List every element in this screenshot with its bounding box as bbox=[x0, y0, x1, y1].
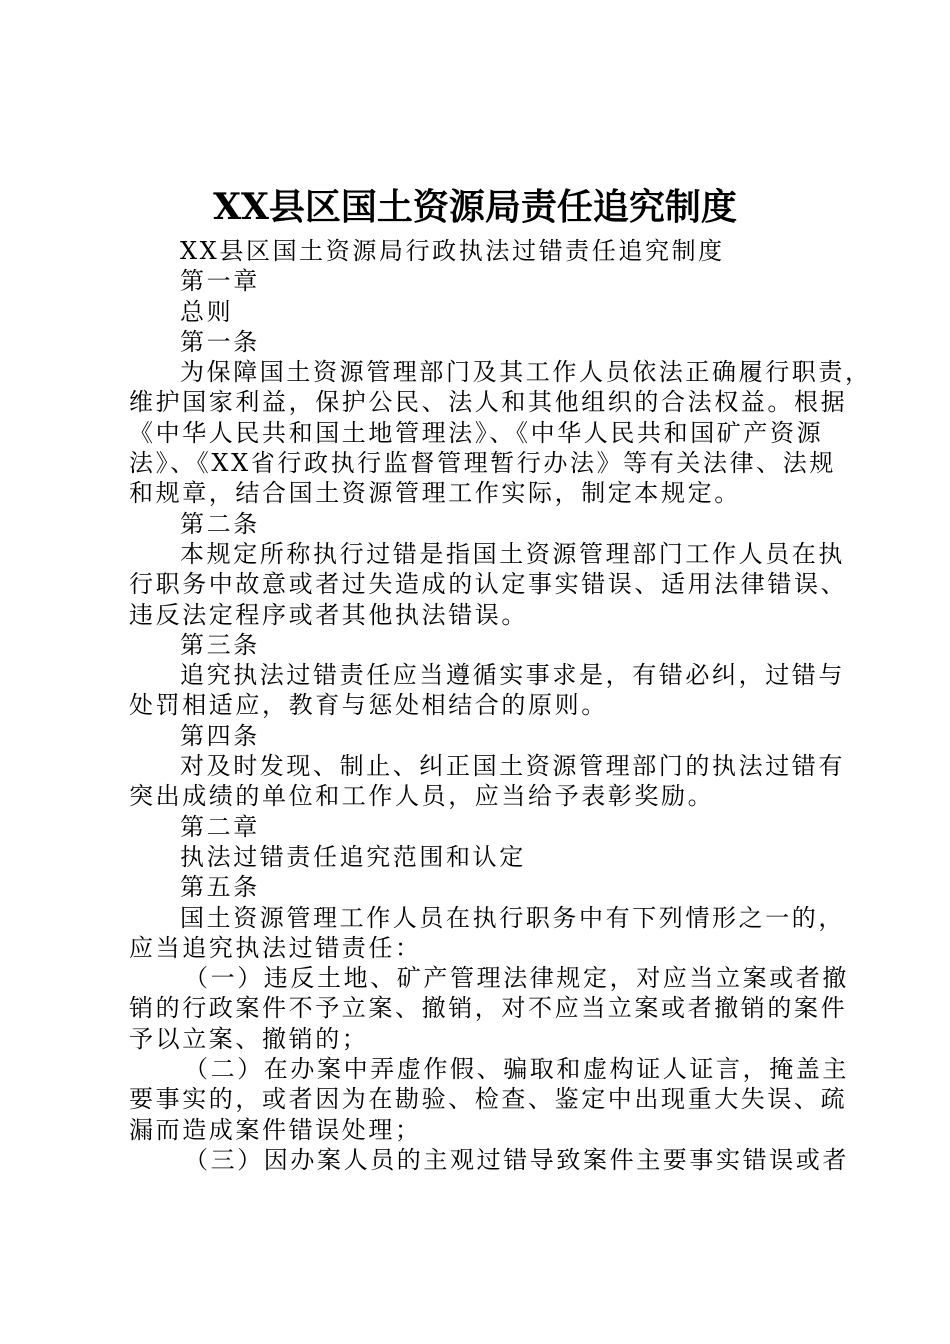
paragraph-line: 《中华人民共和国土地管理法》、《中华人民共和国矿产资源 bbox=[129, 418, 824, 447]
list-item-line: （三）因办案人员的主观过错导致案件主要事实错误或者 bbox=[184, 1145, 849, 1174]
article-heading: 第四条 bbox=[180, 721, 260, 750]
paragraph-line: 法》、《XX省行政执行监督管理暂行办法》等有关法律、法规 bbox=[129, 449, 836, 478]
list-item-line: 要事实的，或者因为在勘验、检查、鉴定中出现重大失误、疏 bbox=[129, 1085, 848, 1114]
paragraph-line: 突出成绩的单位和工作人员，应当给予表彰奖励。 bbox=[129, 782, 715, 811]
article-heading: 第二条 bbox=[180, 509, 260, 538]
article-heading: 第一条 bbox=[180, 327, 260, 356]
paragraph-line: 处罚相适应，教育与惩处相结合的原则。 bbox=[129, 691, 608, 720]
paragraph-line: 为保障国土资源管理部门及其工作人员依法正确履行职责， bbox=[180, 358, 872, 387]
chapter-title: 总则 bbox=[180, 297, 234, 326]
chapter-heading: 第一章 bbox=[180, 267, 260, 296]
list-item-line: 漏而造成案件错误处理； bbox=[129, 1115, 422, 1144]
paragraph-line: 行职务中故意或者过失造成的认定事实错误、适用法律错误、 bbox=[129, 570, 848, 599]
paragraph-line: 维护国家利益，保护公民、法人和其他组织的合法权益。根据 bbox=[129, 388, 848, 417]
list-item-line: 予以立案、撤销的； bbox=[129, 1024, 369, 1053]
paragraph-line: 违反法定程序或者其他执法错误。 bbox=[129, 600, 528, 629]
paragraph-line: 国土资源管理工作人员在执行职务中有下列情形之一的， bbox=[180, 903, 845, 932]
paragraph-line: 本规定所称执行过错是指国土资源管理部门工作人员在执 bbox=[180, 539, 845, 568]
article-heading: 第三条 bbox=[180, 630, 260, 659]
document-title: XX县区国土资源局责任追究制度 bbox=[213, 186, 737, 228]
list-item-line: （二）在办案中弄虚作假、骗取和虚构证人证言，掩盖主 bbox=[184, 1055, 849, 1084]
paragraph-line: 对及时发现、制止、纠正国土资源管理部门的执法过错有 bbox=[180, 752, 845, 781]
paragraph-line: 和规章，结合国土资源管理工作实际，制定本规定。 bbox=[129, 479, 741, 508]
list-item-line: 销的行政案件不予立案、撤销，对不应当立案或者撤销的案件 bbox=[129, 994, 848, 1023]
document-body bbox=[129, 236, 872, 1175]
chapter-heading: 第二章 bbox=[180, 812, 260, 841]
paragraph-line: 应当追究执法过错责任： bbox=[129, 933, 422, 962]
list-item-line: （一）违反土地、矿产管理法律规定，对应当立案或者撤 bbox=[184, 964, 849, 993]
paragraph-line: 追究执法过错责任应当遵循实事求是，有错必纠，过错与 bbox=[180, 661, 845, 690]
chapter-title: 执法过错责任追究范围和认定 bbox=[180, 842, 526, 871]
article-heading: 第五条 bbox=[180, 873, 260, 902]
subtitle-line: XX县区国土资源局行政执法过错责任追究制度 bbox=[180, 237, 725, 265]
